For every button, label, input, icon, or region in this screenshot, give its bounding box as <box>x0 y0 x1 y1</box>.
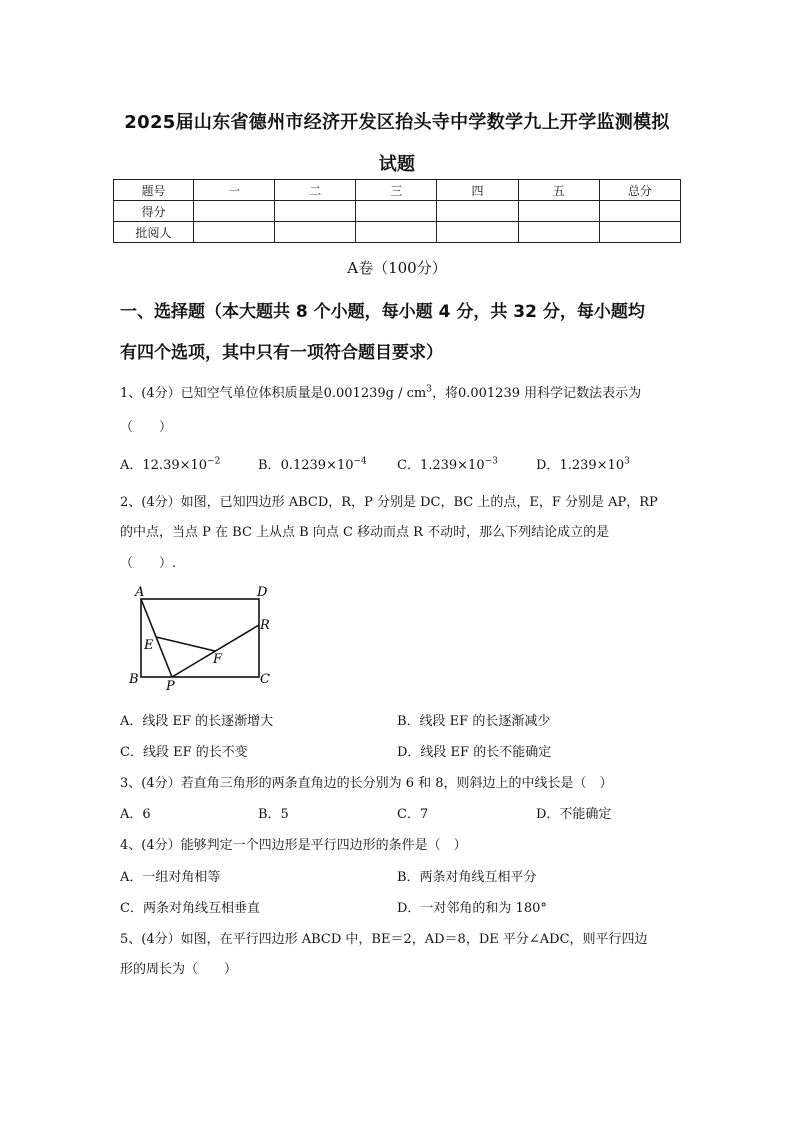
point-label-a: A <box>135 585 145 600</box>
question-4-stem: 4、(4分）能够判定一个四边形是平行四边形的条件是（ ） <box>120 838 467 853</box>
score-table-header-cell: 五 <box>518 180 599 201</box>
question-3-option-d[interactable]: D．不能确定 <box>536 807 612 822</box>
segment-pr <box>172 625 259 677</box>
score-table <box>113 179 681 243</box>
score-table-header-cell: 一 <box>194 180 275 201</box>
question-2-option-c[interactable]: C．线段 EF 的长不变 <box>120 745 248 760</box>
score-table-header-cell: 总分 <box>599 180 680 201</box>
score-cell[interactable] <box>356 201 437 222</box>
score-table-header-cell: 四 <box>437 180 518 201</box>
reviewer-cell[interactable] <box>599 222 680 243</box>
score-table-row-label: 得分 <box>114 201 194 222</box>
score-table-header-cell: 三 <box>356 180 437 201</box>
score-cell[interactable] <box>599 201 680 222</box>
question-2-stem-line2: 的中点，当点 P 在 BC 上从点 B 向点 C 移动而点 R 不动时，那么下列结论成立的是 <box>120 525 610 540</box>
score-table-row-reviewer <box>114 222 681 243</box>
reviewer-cell[interactable] <box>194 222 275 243</box>
option-base: 1.239×10 <box>419 458 485 473</box>
option-exponent: 3 <box>624 456 630 467</box>
question-1-stem-text: 1、(4分）已知空气单位体积质量是0.001239g / cm <box>120 386 427 401</box>
question-1-stem <box>120 382 641 401</box>
score-table-row-score <box>114 201 681 222</box>
question-3-option-c[interactable]: C．7 <box>397 807 429 822</box>
page-title-continued: 试题 <box>378 154 416 175</box>
score-table-header-cell: 题号 <box>114 180 194 201</box>
question-2-answer-blank: （ ）. <box>120 556 177 571</box>
part-heading-continued: 有四个选项，其中只有一项符合题目要求） <box>120 343 443 363</box>
point-label-c: C <box>260 672 270 687</box>
question-5-stem-line1: 5、(4分）如图，在平行四边形 ABCD 中，BE＝2，AD＝8，DE 平分∠ADC，则平行四边 <box>120 932 648 947</box>
question-3-option-b[interactable]: B．5 <box>258 807 289 822</box>
reviewer-cell[interactable] <box>518 222 599 243</box>
question-4-option-d[interactable]: D．一对邻角的和为 180° <box>397 901 547 916</box>
question-3-option-a[interactable]: A．6 <box>120 807 151 822</box>
question-2-figure <box>126 582 276 694</box>
segment-ef <box>156 637 215 651</box>
option-label: D． <box>536 458 560 473</box>
option-base: 12.39×10 <box>142 458 208 473</box>
reviewer-cell[interactable] <box>275 222 356 243</box>
score-cell[interactable] <box>518 201 599 222</box>
question-1-option-c[interactable] <box>397 454 498 473</box>
score-table-header-cell: 二 <box>275 180 356 201</box>
reviewer-cell[interactable] <box>437 222 518 243</box>
option-label: B． <box>258 458 281 473</box>
question-1-stem-exponent: 3 <box>426 384 432 395</box>
section-title: A卷（100分） <box>347 259 447 277</box>
question-4-option-a[interactable]: A．一组对角相等 <box>120 870 221 885</box>
option-exponent: −4 <box>353 456 367 467</box>
page-title: 2025届山东省德州市经济开发区抬头寺中学数学九上开学监测模拟 <box>124 112 670 133</box>
point-label-r: R <box>260 618 270 633</box>
question-2-option-b[interactable]: B．线段 EF 的长逐渐减少 <box>397 714 551 729</box>
point-label-f: F <box>213 652 223 667</box>
question-2-option-d[interactable]: D．线段 EF 的长不能确定 <box>397 745 552 760</box>
point-label-b: B <box>129 672 139 687</box>
option-exponent: −3 <box>484 456 498 467</box>
score-cell[interactable] <box>275 201 356 222</box>
option-base: 0.1239×10 <box>280 458 354 473</box>
question-4-option-b[interactable]: B．两条对角线互相平分 <box>397 870 537 885</box>
question-2-option-a[interactable]: A．线段 EF 的长逐渐增大 <box>120 714 274 729</box>
question-5-stem-line2: 形的周长为（ ） <box>120 962 238 977</box>
question-1-stem-tail: ，将0.001239 用科学记数法表示为 <box>431 386 642 401</box>
question-1-answer-blank: （ ） <box>120 420 173 435</box>
score-cell[interactable] <box>437 201 518 222</box>
reviewer-cell[interactable] <box>356 222 437 243</box>
point-label-p: P <box>166 679 175 694</box>
score-cell[interactable] <box>194 201 275 222</box>
score-table-row-label: 批阅人 <box>114 222 194 243</box>
question-1-option-a[interactable] <box>120 454 220 473</box>
option-label: C． <box>397 458 420 473</box>
option-label: A． <box>120 458 143 473</box>
question-1-option-b[interactable] <box>258 454 367 473</box>
question-3-stem: 3、(4分）若直角三角形的两条直角边的长分别为 6 和 8，则斜边上的中线长是（ ） <box>120 776 613 791</box>
question-2-stem-line1: 2、(4分）如图，已知四边形 ABCD，R，P 分别是 DC，BC 上的点，E，F 分别是 AP，RP <box>120 495 658 510</box>
question-1-option-d[interactable] <box>536 454 630 473</box>
part-heading: 一、选择题（本大题共 8 个小题，每小题 4 分，共 32 分，每小题均 <box>120 302 645 322</box>
point-label-e: E <box>144 638 154 653</box>
score-table-header-row <box>114 180 681 201</box>
option-exponent: −2 <box>207 456 221 467</box>
question-4-option-c[interactable]: C．两条对角线互相垂直 <box>120 901 260 916</box>
option-base: 1.239×10 <box>559 458 625 473</box>
point-label-d: D <box>257 585 268 600</box>
